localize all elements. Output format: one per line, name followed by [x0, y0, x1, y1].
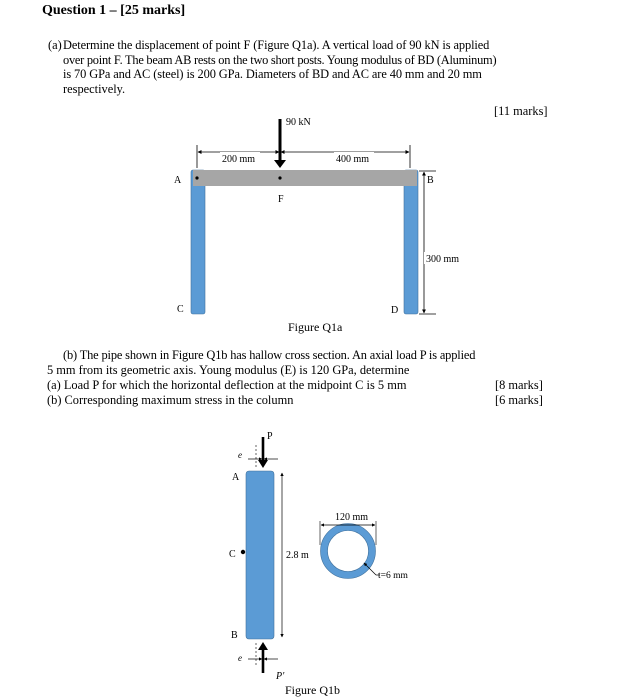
part-b-q2-marks: [6 marks]: [495, 393, 543, 407]
part-b-question-1: (a) Load P for which the horizontal deflection at the midpoint C is 5 mm: [47, 378, 407, 392]
part-b-line-2: 5 mm from its geometric axis. Young modulus (E) is 120 GPa, determine: [47, 362, 410, 377]
part-b-question-2: (b) Corresponding maximum stress in the column: [47, 393, 294, 407]
label-e-top: e: [238, 450, 242, 460]
part-a-line-4: respectively.: [63, 81, 126, 96]
post-bd: [404, 170, 418, 314]
part-a-marks: [11 marks]: [494, 104, 548, 118]
label-c: C: [177, 304, 184, 315]
figure-q1b: [0, 415, 621, 700]
part-a-label: (a): [48, 38, 62, 52]
label-e-bottom: e: [238, 653, 242, 663]
top-load-arrow: [258, 460, 268, 468]
part-a-line-1: Determine the displacement of point F (Figure Q1a). A vertical load of 90 kN is applied: [63, 38, 490, 52]
dim-left-label: 200 mm: [222, 154, 256, 165]
length-label: 2.8 m: [286, 550, 309, 561]
point-a-dot: [195, 176, 198, 179]
label-f: F: [278, 194, 284, 205]
part-b-q1-marks: [8 marks]: [495, 378, 543, 392]
diameter-label: 120 mm: [335, 512, 369, 523]
label-p-prime: P': [276, 671, 285, 682]
part-b-text: [47, 348, 558, 377]
post-ac: [191, 170, 205, 314]
thickness-label: t=6 mm: [378, 571, 408, 581]
figure-b-caption: Figure Q1b: [285, 683, 340, 697]
label-b: B: [427, 175, 434, 186]
dim-right-label: 400 mm: [336, 154, 370, 165]
figure-a-caption: Figure Q1a: [288, 320, 343, 334]
label-d: D: [391, 305, 399, 316]
label-a: A: [174, 175, 182, 186]
figure-q1a: [0, 0, 621, 345]
bottom-load-arrow: [258, 642, 268, 650]
point-c-dot: [241, 550, 245, 554]
label-c: C: [229, 549, 236, 560]
label-b: B: [231, 630, 238, 641]
point-f-dot: [278, 176, 281, 179]
load-label: 90 kN: [286, 117, 311, 128]
label-p: P: [267, 431, 273, 442]
part-a-line-2: over point F. The beam AB rests on the two short posts. Young modulus of BD (Aluminum): [63, 52, 497, 67]
label-a: A: [232, 472, 240, 483]
part-a-line-3: is 70 GPa and AC (steel) is 200 GPa. Diameters of BD and AC are 40 mm and 20 mm: [63, 67, 482, 82]
beam-ab: [193, 170, 417, 186]
pipe-section: [324, 527, 372, 575]
part-b-line-1: (b) The pipe shown in Figure Q1b has hallow cross section. An axial load P is applied: [63, 348, 476, 362]
column: [246, 471, 274, 639]
dim-height-label: 300 mm: [426, 254, 460, 265]
question-title: Question 1 – [25 marks]: [42, 3, 186, 18]
